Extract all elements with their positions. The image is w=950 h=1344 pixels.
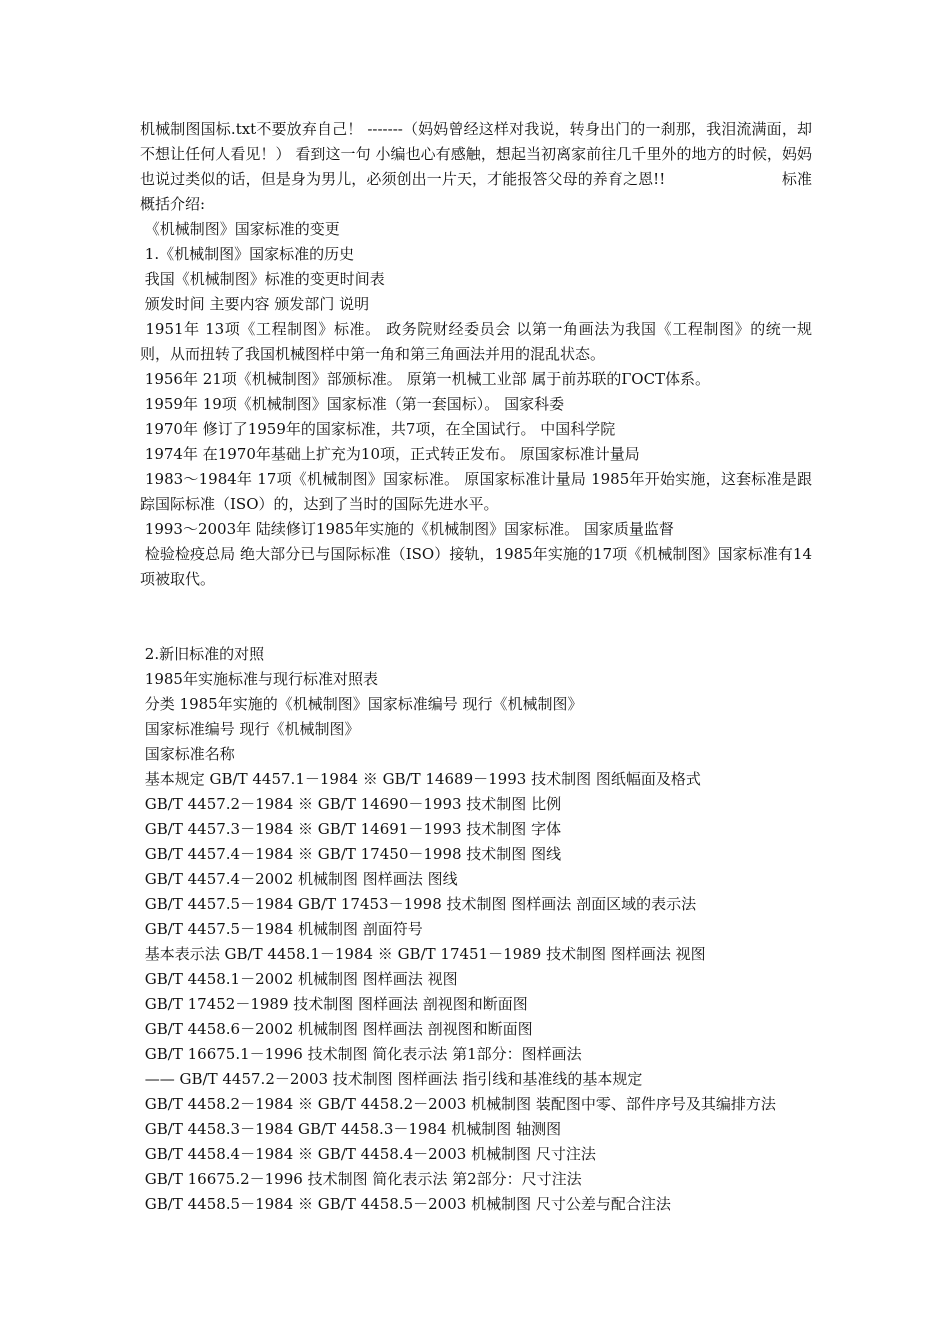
section1-heading: 《机械制图》国家标准的变更: [140, 220, 340, 238]
comparison-row: GB/T 4457.3－1984 ※ GB/T 14691－1993 技术制图 字体: [140, 820, 562, 838]
section1-sub-heading: 1.《机械制图》国家标准的历史: [140, 245, 355, 263]
comparison-row: GB/T 4457.4－2002 机械制图 图样画法 图线: [140, 870, 458, 888]
comparison-row: GB/T 4458.6－2002 机械制图 图样画法 剖视图和断面图: [140, 1020, 533, 1038]
history-row: 1951年 13项《工程制图》标准。 政务院财经委员会 以第一角画法为我国《工程制图》的统一规则，从而扭转了我国机械图样中第一角和第三角画法并用的混乱状态。: [140, 320, 812, 363]
comparison-row: GB/T 16675.2－1996 技术制图 简化表示法 第2部分：尺寸注法: [140, 1170, 582, 1188]
comparison-row: GB/T 17452－1989 技术制图 图样画法 剖视图和断面图: [140, 995, 528, 1013]
history-row: 1983～1984年 17项《机械制图》国家标准。 原国家标准计量局 1985年开始实施，这套标准是跟踪国际标准（ISO）的，达到了当时的国际先进水平。: [140, 470, 812, 513]
comparison-row: GB/T 4458.4－1984 ※ GB/T 4458.4－2003 机械制图 尺寸注法: [140, 1145, 596, 1163]
comparison-row: 基本规定 GB/T 4457.1－1984 ※ GB/T 14689－1993 技术制图 图纸幅面及格式: [140, 770, 701, 788]
comparison-row: GB/T 16675.1－1996 技术制图 简化表示法 第1部分：图样画法: [140, 1045, 582, 1063]
history-row: 1974年 在1970年基础上扩充为10项，正式转正发布。 原国家标准计量局: [140, 445, 640, 463]
section2-table-title: 1985年实施标准与现行标准对照表: [140, 670, 378, 688]
document-page: [140, 117, 812, 1217]
section2-header-line: 国家标准编号 现行《机械制图》: [140, 720, 360, 738]
comparison-row: 基本表示法 GB/T 4458.1－1984 ※ GB/T 17451－1989 技术制图 图样画法 视图: [140, 945, 706, 963]
comparison-row: GB/T 4458.2－1984 ※ GB/T 4458.2－2003 机械制图 装配图中零、部件序号及其编排方法: [140, 1095, 776, 1113]
comparison-row: GB/T 4457.5－1984 GB/T 17453－1998 技术制图 图样画法 剖面区域的表示法: [140, 895, 697, 913]
history-row: 1959年 19项《机械制图》国家标准（第一套国标）。 国家科委: [140, 395, 565, 413]
history-row: 1956年 21项《机械制图》部颁标准。 原第一机械工业部 属于前苏联的ГОСТ体系。: [140, 370, 711, 388]
comparison-row: —— GB/T 4457.2－2003 技术制图 图样画法 指引线和基准线的基本规定: [140, 1070, 643, 1088]
section1-table-header: 颁发时间 主要内容 颁发部门 说明: [140, 295, 370, 313]
comparison-row: GB/T 4457.2－1984 ※ GB/T 14690－1993 技术制图 比例: [140, 795, 562, 813]
history-row: 检验检疫总局 绝大部分已与国际标准（ISO）接轨，1985年实施的17项《机械制图》国家标准有14项被取代。: [140, 545, 812, 588]
section1-table-title: 我国《机械制图》标准的变更时间表: [140, 270, 385, 288]
section-gap: [140, 592, 812, 642]
history-row: 1970年 修订了1959年的国家标准，共7项，在全国试行。 中国科学院: [140, 420, 616, 438]
history-row: 1993～2003年 陆续修订1985年实施的《机械制图》国家标准。 国家质量监督: [140, 520, 674, 538]
comparison-row: GB/T 4458.1－2002 机械制图 图样画法 视图: [140, 970, 458, 988]
section2-header-line: 分类 1985年实施的《机械制图》国家标准编号 现行《机械制图》: [140, 695, 583, 713]
comparison-row: GB/T 4458.5－1984 ※ GB/T 4458.5－2003 机械制图 尺寸公差与配合注法: [140, 1195, 671, 1213]
comparison-row: GB/T 4457.5－1984 机械制图 剖面符号: [140, 920, 423, 938]
comparison-row: GB/T 4457.4－1984 ※ GB/T 17450－1998 技术制图 图线: [140, 845, 562, 863]
comparison-row: GB/T 4458.3－1984 GB/T 4458.3－1984 机械制图 轴测图: [140, 1120, 562, 1138]
intro-paragraph: 机械制图国标.txt不要放弃自己！ -------（妈妈曾经这样对我说，转身出门的一刹那，我泪流满面，却不想让任何人看见！） 看到这一句 小编也心有感触，想起当初离家前往几千里外的地方的时候，妈妈也说过类似的话，但是身为男儿，必须创出一片天，才能报答父母的养育之恩!! 标准概括介绍:: [140, 120, 812, 213]
section2-heading: 2.新旧标准的对照: [140, 645, 265, 663]
section2-header-line: 国家标准名称: [140, 745, 235, 763]
